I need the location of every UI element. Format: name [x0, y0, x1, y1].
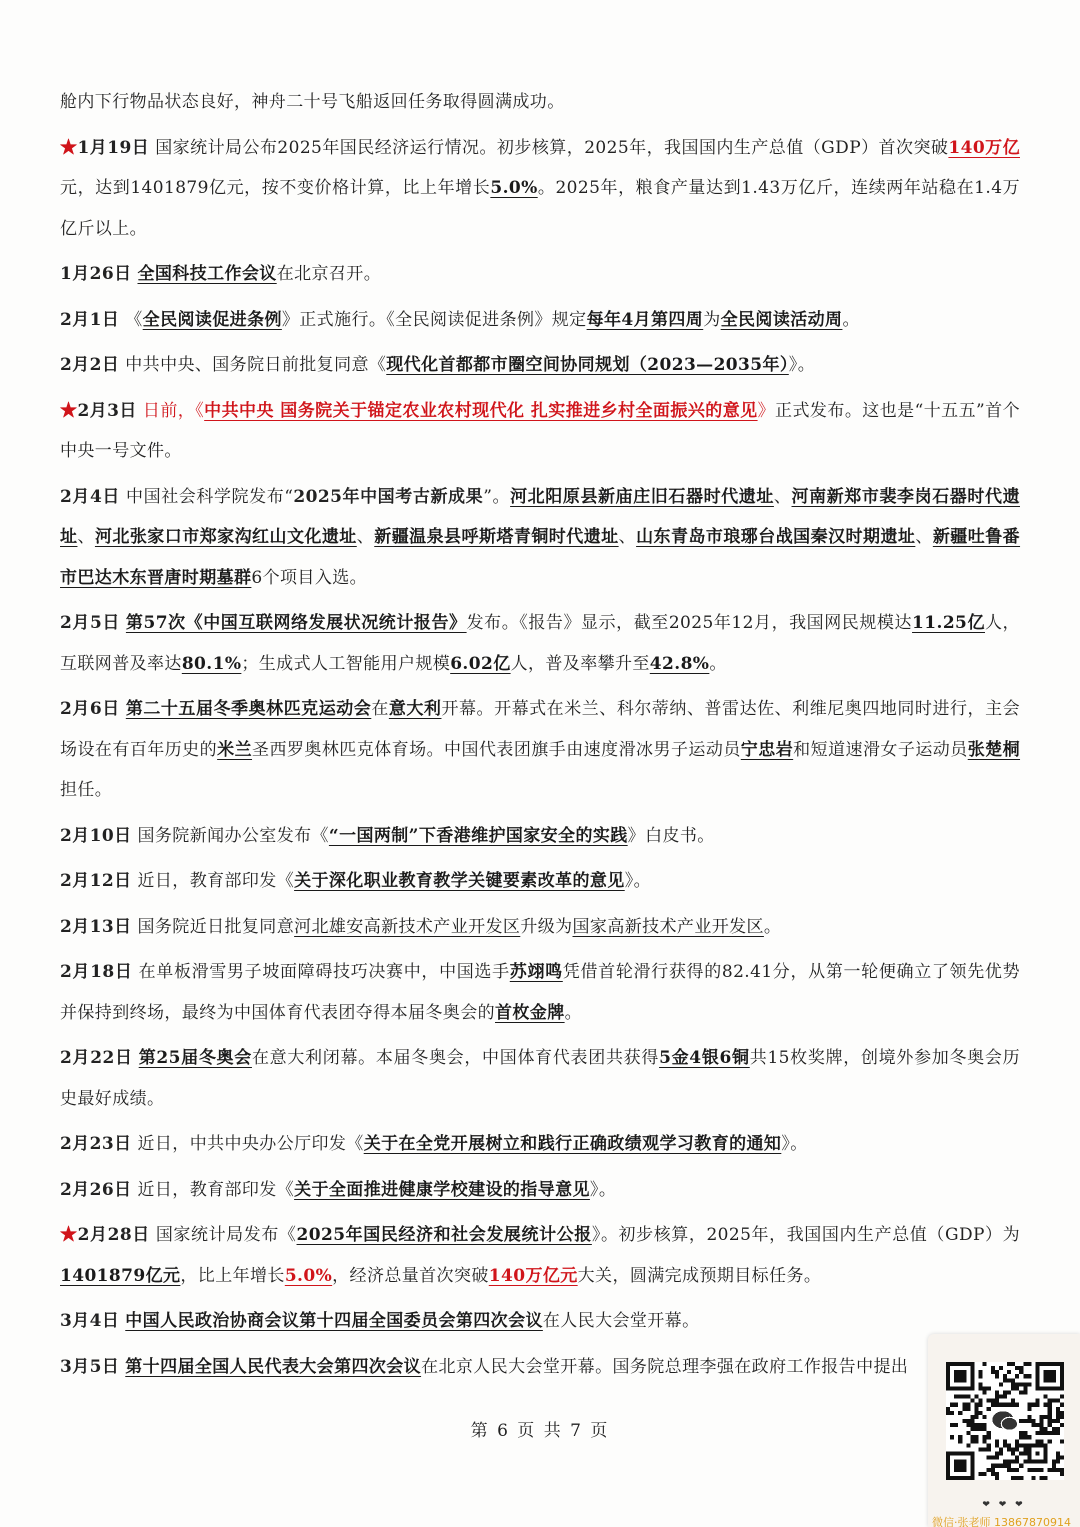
entry-date: 2月10日	[60, 825, 132, 846]
entry-text: 大关，圆满完成预期目标任务。	[577, 1265, 822, 1286]
key-term: 第57次《中国互联网络发展状况统计报告》	[125, 613, 467, 633]
entry-text: 开幕。开幕式在米兰、科尔蒂纳、普雷达佐、利维尼奥四地同时进行，主会场设在有百年历史的	[60, 699, 1021, 760]
key-term: 关于全面推进健康学校建设的指导意见	[294, 1179, 590, 1200]
qr-code-overlay	[928, 1334, 1080, 1527]
entry-text: 》。	[781, 1134, 808, 1154]
entry-text: 》。	[589, 1179, 617, 1200]
entry-text: 共15枚奖牌，创境外参加冬奥会历史最好成绩。	[60, 1048, 1020, 1109]
entry-text: 国家统计局公布2025年国民经济运行情况。初步核算，2025年，我国国内生产总值（GDP）首次突破	[155, 137, 949, 158]
entry-date: 2月2日	[60, 355, 120, 375]
entry-text: 、	[915, 527, 933, 547]
entry-text: 在北京召开。	[276, 264, 382, 284]
key-term: “一国两制”下香港维护国家安全的实践	[328, 825, 628, 846]
timeline-entry	[60, 816, 1020, 857]
key-term: 河南新郑市裴李岗石器时代遗址	[60, 486, 1020, 547]
timeline-entry	[60, 345, 1020, 386]
entry-text: 、	[77, 527, 95, 547]
entry-text: 人，互联网普及率达	[60, 613, 1020, 674]
key-term: 全民阅读活动周	[720, 309, 843, 330]
key-term: 5.0%	[284, 1265, 333, 1286]
entry-text: 近日，教育部印发《	[137, 1179, 295, 1200]
entry-text: 、	[618, 527, 637, 547]
key-term: 关于深化职业教育教学关键要素改革的意见	[294, 871, 625, 891]
key-term: 第十四届全国人民代表大会第四次会议	[125, 1356, 422, 1377]
entry-text: 在意大利闭幕。本届冬奥会，中国体育代表团共获得	[251, 1048, 660, 1068]
key-term: 河北张家口市郑家沟红山文化遗址	[94, 527, 357, 547]
entry-text: 。	[842, 309, 860, 330]
entry-date: 2月23日	[60, 1134, 132, 1154]
entry-date: 3月4日	[60, 1311, 120, 1331]
timeline-entry	[60, 907, 1020, 948]
key-term: 关于在全党开展树立和践行正确政绩观学习教育的通知	[363, 1134, 782, 1154]
entry-text: 和短道速滑女子运动员	[793, 739, 968, 760]
key-term: 苏翊鸣	[509, 962, 563, 982]
key-term: 2025年国民经济和社会发展统计公报	[296, 1225, 592, 1245]
key-term: 中共中央 国务院关于锚定农业农村现代化 扎实推进乡村全面振兴的意见	[204, 400, 758, 421]
timeline-entry	[60, 1347, 1020, 1388]
timeline-entry	[60, 1170, 1020, 1211]
key-term: 5金4银6铜	[659, 1048, 750, 1068]
key-term: 第二十五届冬季奥林匹克运动会	[125, 699, 372, 719]
entry-text: 。	[709, 653, 727, 674]
key-term: 现代化首都都市圈空间协同规划（2023—2035年）	[386, 355, 789, 375]
key-term: 宁忠岩	[740, 739, 794, 760]
entry-date: 2月6日	[60, 699, 120, 719]
entry-text: 》。初步核算，2025年，我国国内生产总值（GDP）为	[591, 1225, 1020, 1245]
timeline-entry	[60, 391, 1020, 472]
entry-date: 2月3日	[77, 400, 137, 421]
entry-text: 正式发布。这也是“十五五”首个中央一号文件。	[60, 400, 1021, 461]
entry-date: 2月4日	[60, 486, 121, 507]
key-term: 140万亿元	[488, 1265, 578, 1286]
entry-date: 2月5日	[60, 613, 120, 633]
timeline-entry	[60, 952, 1020, 1033]
key-term: 5.0%	[490, 178, 538, 198]
key-term: 每年4月第四周	[586, 309, 704, 330]
entry-text: 担任。	[60, 780, 113, 800]
timeline-entry	[60, 603, 1020, 684]
entry-text: 升级为	[520, 916, 573, 937]
entry-text: 舱内下行物品状态良好，神舟二十号飞船返回任务取得圆满成功。	[60, 92, 565, 112]
entry-text: 《	[125, 309, 143, 330]
star-marker: ★	[60, 1225, 78, 1245]
key-term: 全民阅读促进条例	[142, 309, 282, 330]
key-term: 全国科技工作会议	[137, 264, 277, 284]
timeline-entry	[60, 1038, 1020, 1119]
key-term: 1401879亿元	[60, 1265, 181, 1286]
entry-date: 2月18日	[60, 962, 133, 982]
entry-text: 、	[773, 486, 792, 507]
decorative-hearts: ❤ ❤ ❤	[982, 1500, 1026, 1510]
entry-text: 在	[371, 699, 389, 719]
entry-text: 6个项目入选。	[251, 567, 368, 588]
key-term: 国家高新技术产业开发区	[572, 916, 764, 937]
entry-text: 中共中央、国务院日前批复同意《	[125, 355, 387, 375]
key-term: 山东青岛市琅琊台战国秦汉时期遗址	[636, 527, 916, 547]
entry-text: 国务院近日批复同意	[137, 916, 295, 937]
entry-text: 近日，教育部印发《	[137, 871, 295, 891]
key-term: 11.25亿	[912, 613, 985, 633]
entry-text: 发布。《报告》显示，截至2025年12月，我国网民规模达	[466, 613, 913, 633]
entry-text: ”。	[483, 486, 511, 507]
entry-text: 国家统计局发布《	[155, 1225, 297, 1245]
key-term: 42.8%	[649, 653, 710, 674]
entry-text: 2025年中国考古新成果	[293, 486, 484, 507]
qr-code-icon	[946, 1362, 1064, 1480]
key-term: 首枚金牌	[495, 1002, 565, 1023]
entry-text: 在北京人民大会堂开幕。国务院总理李强在政府工作报告中提出	[421, 1356, 909, 1377]
entry-text: ，比上年增长	[180, 1265, 285, 1286]
key-term: 第25届冬奥会	[138, 1048, 252, 1068]
entry-date: 2月12日	[60, 871, 132, 891]
entry-text: 在单板滑雪男子坡面障碍技巧决赛中，中国选手	[138, 962, 510, 982]
timeline-entry	[60, 128, 1020, 250]
entry-date: 2月22日	[60, 1048, 133, 1068]
entry-date: 2月1日	[60, 309, 120, 330]
key-term: 河北阳原县新庙庄旧石器时代遗址	[510, 486, 774, 507]
timeline-entry	[60, 1215, 1020, 1296]
page-footer: 第 6 页 共 7 页	[470, 1421, 610, 1441]
key-term: 6.02亿	[450, 653, 511, 674]
wechat-icon	[991, 1407, 1019, 1435]
timeline-entry	[60, 477, 1020, 599]
key-term: 80.1%	[181, 653, 242, 674]
key-term: 意大利	[388, 699, 442, 719]
key-term: 米兰	[217, 739, 253, 760]
entry-text: 》。	[624, 871, 652, 891]
star-marker: ★	[60, 137, 78, 158]
timeline-entry	[60, 254, 1020, 295]
timeline-entry	[60, 689, 1020, 811]
entry-text: 》。	[788, 355, 816, 375]
entry-date: 2月28日	[77, 1225, 150, 1245]
timeline-entry	[60, 300, 1020, 341]
entry-date: 2月13日	[60, 916, 132, 937]
entry-text: 日前，《	[142, 400, 205, 421]
entry-text: 中国社会科学院发布“	[126, 486, 294, 507]
entry-text: 凭借首轮滑行获得的82.41分，从第一轮便确立了领先优势并保持到终场，最终为中国体育代表团夺得本届冬奥会的	[60, 962, 1020, 1023]
entry-text: ，经济总量首次突破	[332, 1265, 489, 1286]
contact-watermark: 微信·张老师 13867870914	[932, 1516, 1071, 1527]
entry-text: 元，达到1401879亿元，按不变价格计算，比上年增长	[60, 178, 491, 198]
entry-text: ；生成式人工智能用户规模	[241, 653, 451, 674]
entry-date: 1月26日	[60, 264, 132, 284]
star-marker: ★	[60, 400, 78, 421]
key-term: 张楚桐	[967, 739, 1021, 760]
key-term: 新疆吐鲁番市巴达木东晋唐时期墓群	[60, 527, 1021, 588]
entry-text: 圣西罗奥林匹克体育场。中国代表团旗手由速度滑冰男子运动员	[252, 739, 741, 760]
timeline-entry	[60, 861, 1020, 902]
entry-text: 近日，中共中央办公厅印发《	[137, 1134, 364, 1154]
entry-text: 》	[757, 400, 776, 421]
entry-text: 。	[763, 916, 782, 937]
entry-text: 》正式施行。《全民阅读促进条例》规定	[281, 309, 587, 330]
timeline-entry	[60, 82, 1020, 123]
entry-text: 在人民大会堂开幕。	[542, 1311, 700, 1331]
key-term: 140万亿	[948, 137, 1020, 158]
entry-text: 人，普及率攀升至	[510, 653, 650, 674]
entry-text: 。2025年，粮食产量达到1.43万亿斤，连续两年站稳在1.4万亿斤以上。	[60, 178, 1021, 239]
document-body	[60, 82, 1020, 1392]
entry-text: 为	[703, 309, 721, 330]
key-term: 中国人民政治协商会议第十四届全国委员会第四次会议	[125, 1311, 543, 1331]
key-term: 河北雄安高新技术产业开发区	[294, 916, 521, 937]
key-term: 新疆温泉县呼斯塔青铜时代遗址	[374, 527, 619, 547]
entry-date: 1月19日	[77, 137, 150, 158]
entry-text: 》白皮书。	[627, 825, 715, 846]
timeline-entry	[60, 1301, 1020, 1342]
entry-text: 。	[564, 1002, 583, 1023]
entry-text: 国务院新闻办公室发布《	[137, 825, 329, 846]
entry-date: 3月5日	[60, 1356, 120, 1377]
timeline-entry	[60, 1124, 1020, 1165]
entry-date: 2月26日	[60, 1179, 132, 1200]
entry-text: 、	[356, 527, 375, 547]
